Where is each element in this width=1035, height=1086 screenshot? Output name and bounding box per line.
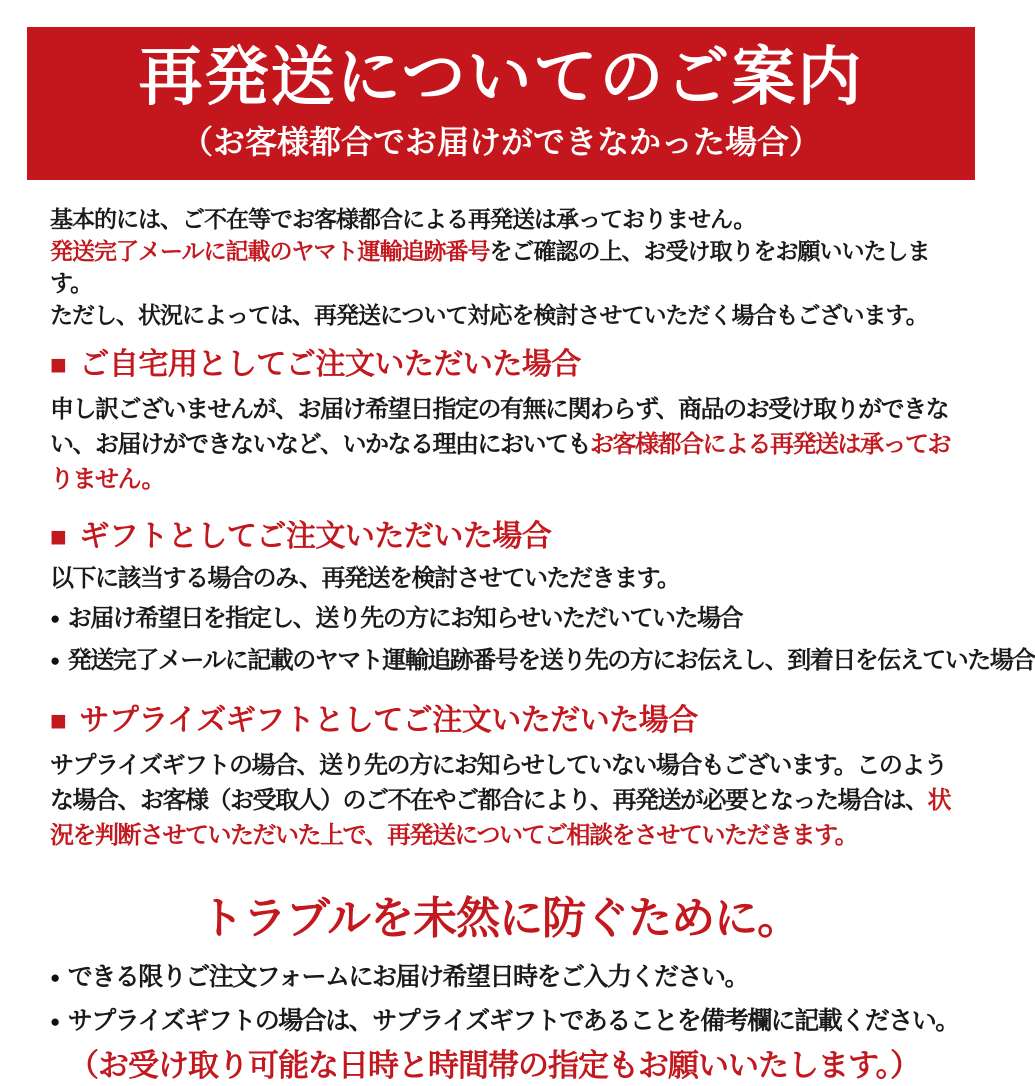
prevention-bullet-list <box>50 961 959 1040</box>
prevention-block <box>50 894 959 1086</box>
gift-bullet-2-text: 発送完了メールに記載のヤマト運輸追跡番号を送り先の方にお伝えし、到着日を伝えていた場合 <box>67 647 1035 674</box>
prevention-note: （お受け取り可能な日時と時間帯の指定もお願いいたします。） <box>68 1048 921 1083</box>
list-item <box>50 603 950 637</box>
header-banner <box>27 27 975 180</box>
page-subtitle: （お客様都合でお届けができなかった場合） <box>180 124 821 161</box>
reshipping-notice-page <box>0 27 1035 1083</box>
section-gift-lead: 以下に該当する場合のみ、再発送を検討させていただきます。 <box>50 565 680 592</box>
section-home-use-heading <box>50 347 950 383</box>
intro-line-2-highlight: 発送完了メールに記載のヤマト運輸追跡番号 <box>50 238 490 264</box>
bullet-dot-icon: ● <box>50 609 59 628</box>
section-surprise-gift-heading <box>50 703 950 739</box>
prevention-bullet-2-text: サプライズギフトの場合は、サプライズギフトであることを備考欄に記載ください。 <box>67 1007 959 1035</box>
intro-line-2-rest: をご確認の上、お受け取りをお願いいたします。 <box>50 238 930 296</box>
page-title: 再発送についてのご案内 <box>138 40 864 113</box>
section-gift <box>50 519 1035 679</box>
bullet-dot-icon: ● <box>50 968 59 987</box>
bullet-dot-icon: ● <box>50 651 59 670</box>
section-surprise-gift-body-black: サプライズギフトの場合、送り先の方にお知らせしていない場合もございます。このような場合、お客様（お受取人）のご不在やご都合により、再発送が必要となった場合は、 <box>50 752 947 814</box>
section-home-use-body-red: お客様都合による再発送は承っておりません。 <box>50 431 950 493</box>
notice-content <box>0 203 1035 1086</box>
prevention-bullet-1-text: できる限りご注文フォームにお届け希望日時をご入力ください。 <box>67 963 749 991</box>
square-marker-icon: ■ <box>50 521 67 552</box>
list-item <box>50 961 950 996</box>
list-item <box>50 1005 959 1040</box>
prevention-heading: トラブルを未然に防ぐために。 <box>199 894 801 943</box>
intro-line-3: ただし、状況によっては、再発送について対応を検討させていただく場合もございます。 <box>50 302 928 328</box>
intro-line-1: 基本的には、ご不在等でお客様都合による再発送は承っておりません。 <box>50 206 756 232</box>
gift-bullet-1-text: お届け希望日を指定し、送り先の方にお知らせいただいていた場合 <box>67 605 743 632</box>
section-gift-heading-label: ギフトとしてご注文いただいた場合 <box>79 520 552 553</box>
square-marker-icon: ■ <box>50 705 67 736</box>
intro-line-2 <box>50 235 950 299</box>
intro-paragraph <box>50 203 950 331</box>
square-marker-icon: ■ <box>50 349 67 380</box>
section-home-use <box>50 347 950 497</box>
section-home-use-body-black: 申し訳ございませんが、お届け希望日指定の有無に関わらず、商品のお受け取りができない、お届けができないなど、いかなる理由においても <box>50 396 949 458</box>
section-home-use-body <box>50 392 950 497</box>
section-surprise-gift-heading-label: サプライズギフトとしてご注文いただいた場合 <box>79 704 698 737</box>
section-home-use-heading-label: ご自宅用としてご注文いただいた場合 <box>79 348 581 381</box>
section-surprise-gift-body-red: 状況を判断させていただいた上で、再発送についてご相談をさせていただきます。 <box>50 787 950 849</box>
section-surprise-gift-body <box>50 748 950 853</box>
bullet-dot-icon: ● <box>50 1012 59 1031</box>
section-gift-heading <box>50 519 950 555</box>
section-surprise-gift <box>50 703 950 853</box>
list-item <box>50 645 1035 679</box>
